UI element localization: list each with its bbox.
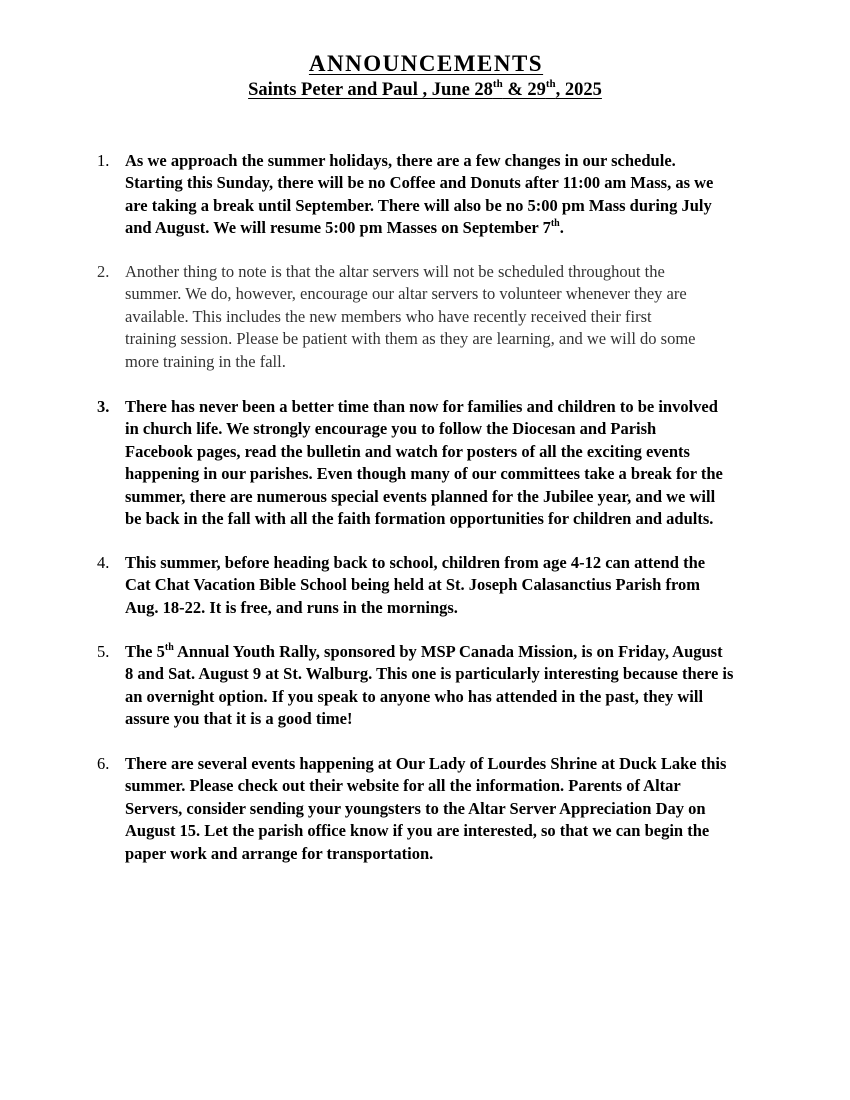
item-line: Cat Chat Vacation Bible School being held at St. Joseph Calasanctius Parish from [125, 575, 700, 595]
item-number: 4. [97, 553, 110, 572]
item-line [125, 217, 805, 239]
subtitle-ordinal: th [545, 77, 556, 90]
item-line: more training in the fall. [125, 351, 286, 371]
item-line: Servers, consider sending your youngsters to the Altar Server Appreciation Day on [125, 798, 706, 818]
item-number: 6. [97, 754, 110, 773]
item-line-text: Annual Youth Rally, sponsored by MSP Canada Mission, is on Friday, August [173, 642, 723, 661]
item-line: There are several events happening at Our Lady of Lourdes Shrine at Duck Lake this [125, 754, 727, 773]
item-line: assure you that it is a good time! [125, 709, 353, 729]
item-line-text: . [559, 218, 564, 238]
item-line: This summer, before heading back to school, children from age 4-12 can attend the [125, 553, 706, 572]
item-number: 1. [97, 151, 110, 170]
item-ordinal: th [550, 217, 560, 229]
item-line: summer, there are numerous special events planned for the Jubilee year, and we will [125, 486, 716, 506]
page-header [0, 50, 850, 102]
item-text [125, 396, 805, 530]
item-text [125, 261, 805, 373]
item-text [125, 641, 805, 731]
item-line: summer. Please check out their website for all the information. Parents of Altar [125, 776, 681, 796]
item-line: Facebook pages, read the bulletin and watch for posters of all the exciting events [125, 441, 690, 461]
item-line: August 15. Let the parish office know if you are interested, so that we can begin the [125, 821, 710, 841]
item-line: available. This includes the new members who have recently received their first [125, 306, 652, 326]
item-line: 8 and Sat. August 9 at St. Walburg. This one is particularly interesting because there is [125, 664, 734, 684]
item-line-text: The 5 [125, 642, 165, 661]
item-line: Aug. 18-22. It is free, and runs in the mornings. [125, 597, 458, 617]
item-number: 3. [97, 397, 110, 416]
item-line-text: and August. We will resume 5:00 pm Masses on September 7 [125, 218, 551, 238]
item-line: There has never been a better time than now for families and children to be involved [125, 397, 718, 416]
subtitle-text: & 29 [502, 80, 546, 100]
item-line: be back in the fall with all the faith formation opportunities for children and adults. [125, 509, 714, 529]
item-line: As we approach the summer holidays, there are a few changes in our schedule. [125, 151, 676, 170]
subtitle-ordinal: th [492, 77, 503, 90]
item-text [125, 753, 805, 865]
item-ordinal: th [164, 641, 174, 653]
item-line: in church life. We strongly encourage you to follow the Diocesan and Parish [125, 419, 657, 439]
page-title: ANNOUNCEMENTS [308, 51, 544, 76]
item-line: Starting this Sunday, there will be no Coffee and Donuts after 11:00 am Mass, as we [125, 173, 714, 193]
item-line: training session. Please be patient with them as they are learning, and we will do some [125, 329, 696, 349]
item-number: 2. [97, 262, 110, 281]
item-number: 5. [97, 642, 110, 661]
subtitle-text: Saints Peter and Paul , June 28 [248, 80, 493, 100]
item-line: Another thing to note is that the altar servers will not be scheduled throughout the [125, 262, 665, 281]
item-text [125, 150, 805, 240]
item-line: paper work and arrange for transportation. [125, 843, 434, 863]
item-text [125, 552, 805, 619]
item-line: summer. We do, however, encourage our altar servers to volunteer whenever they are [125, 284, 687, 304]
subtitle-text: , 2025 [555, 80, 602, 100]
item-line: an overnight option. If you speak to anyone who has attended in the past, they will [125, 686, 704, 706]
item-line: happening in our parishes. Even though many of our committees take a break for the [125, 464, 723, 484]
page-subtitle [0, 78, 850, 102]
item-line [125, 641, 805, 663]
item-line: are taking a break until September. There will also be no 5:00 pm Mass during July [125, 195, 712, 215]
